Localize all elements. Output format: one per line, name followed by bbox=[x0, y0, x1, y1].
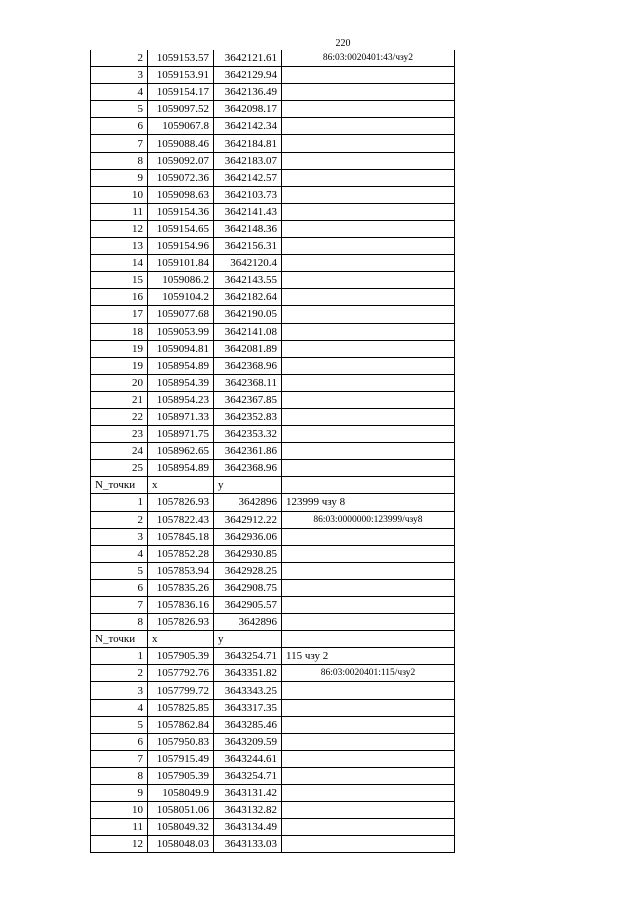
point-number-cell: 13 bbox=[91, 238, 148, 255]
x-cell: 1059072.36 bbox=[148, 169, 214, 186]
y-cell: 3642905.57 bbox=[214, 597, 282, 614]
table-row bbox=[91, 186, 455, 203]
note-cell bbox=[282, 306, 455, 323]
table-row bbox=[91, 836, 455, 853]
table-row bbox=[91, 579, 455, 596]
x-cell: 1058962.65 bbox=[148, 443, 214, 460]
note-cell bbox=[282, 340, 455, 357]
y-cell: 3642896 bbox=[214, 614, 282, 631]
x-cell: 1058954.89 bbox=[148, 460, 214, 477]
y-cell: 3642368.96 bbox=[214, 357, 282, 374]
header-y: y bbox=[214, 477, 282, 494]
x-cell: 1057862.84 bbox=[148, 716, 214, 733]
note-cell bbox=[282, 391, 455, 408]
y-cell: 3642361.86 bbox=[214, 443, 282, 460]
x-cell: 1058954.23 bbox=[148, 391, 214, 408]
note-cell bbox=[282, 255, 455, 272]
note-cell bbox=[282, 545, 455, 562]
note-cell bbox=[282, 220, 455, 237]
note-cell bbox=[282, 323, 455, 340]
table-row bbox=[91, 614, 455, 631]
note-cell bbox=[282, 460, 455, 477]
note-cell bbox=[282, 716, 455, 733]
x-cell: 1057915.49 bbox=[148, 750, 214, 767]
x-cell: 1059097.52 bbox=[148, 101, 214, 118]
note-cell bbox=[282, 118, 455, 135]
y-cell: 3643343.25 bbox=[214, 682, 282, 699]
y-cell: 3642129.94 bbox=[214, 67, 282, 84]
note-cell bbox=[282, 443, 455, 460]
y-cell: 3642912.22 bbox=[214, 511, 282, 528]
point-number-cell: 23 bbox=[91, 426, 148, 443]
note-cell bbox=[282, 597, 455, 614]
point-number-cell: 15 bbox=[91, 272, 148, 289]
header-note bbox=[282, 477, 455, 494]
x-cell: 1057822.43 bbox=[148, 511, 214, 528]
table-row bbox=[91, 306, 455, 323]
note-cell bbox=[282, 169, 455, 186]
point-number-cell: 2 bbox=[91, 511, 148, 528]
table-row bbox=[91, 220, 455, 237]
note-cell bbox=[282, 203, 455, 220]
x-cell: 1057826.93 bbox=[148, 614, 214, 631]
table-row bbox=[91, 101, 455, 118]
table-row bbox=[91, 374, 455, 391]
point-number-cell: 4 bbox=[91, 699, 148, 716]
note-cell: 115 чзу 2 bbox=[282, 648, 455, 665]
point-number-cell: 6 bbox=[91, 118, 148, 135]
table-row bbox=[91, 255, 455, 272]
point-number-cell: 12 bbox=[91, 220, 148, 237]
table-row bbox=[91, 716, 455, 733]
note-cell bbox=[282, 562, 455, 579]
point-number-cell: 4 bbox=[91, 84, 148, 101]
y-cell: 3643244.61 bbox=[214, 750, 282, 767]
note-cell bbox=[282, 614, 455, 631]
point-number-cell: 11 bbox=[91, 819, 148, 836]
table-row bbox=[91, 391, 455, 408]
x-cell: 1059153.57 bbox=[148, 50, 214, 67]
y-cell: 3642081.89 bbox=[214, 340, 282, 357]
table-row bbox=[91, 648, 455, 665]
table-row bbox=[91, 682, 455, 699]
table-row bbox=[91, 152, 455, 169]
y-cell: 3643285.46 bbox=[214, 716, 282, 733]
y-cell: 3642143.55 bbox=[214, 272, 282, 289]
x-cell: 1057852.28 bbox=[148, 545, 214, 562]
note-cell bbox=[282, 357, 455, 374]
y-cell: 3642368.11 bbox=[214, 374, 282, 391]
table-row bbox=[91, 323, 455, 340]
table-row bbox=[91, 562, 455, 579]
y-cell: 3642936.06 bbox=[214, 528, 282, 545]
y-cell: 3642896 bbox=[214, 494, 282, 511]
y-cell: 3643131.42 bbox=[214, 785, 282, 802]
x-cell: 1059077.68 bbox=[148, 306, 214, 323]
point-number-cell: 5 bbox=[91, 716, 148, 733]
x-cell: 1059154.96 bbox=[148, 238, 214, 255]
point-number-cell: 12 bbox=[91, 836, 148, 853]
note-cell bbox=[282, 426, 455, 443]
table-row bbox=[91, 528, 455, 545]
point-number-cell: 7 bbox=[91, 597, 148, 614]
y-cell: 3642142.57 bbox=[214, 169, 282, 186]
x-cell: 1057950.83 bbox=[148, 733, 214, 750]
table-row bbox=[91, 443, 455, 460]
point-number-cell: 11 bbox=[91, 203, 148, 220]
y-cell: 3642190.05 bbox=[214, 306, 282, 323]
x-cell: 1059092.07 bbox=[148, 152, 214, 169]
y-cell: 3642121.61 bbox=[214, 50, 282, 67]
note-cell: 86:03:0020401:43/чзу2 bbox=[282, 50, 455, 67]
note-cell bbox=[282, 802, 455, 819]
y-cell: 3643134.49 bbox=[214, 819, 282, 836]
point-number-cell: 7 bbox=[91, 135, 148, 152]
x-cell: 1058048.03 bbox=[148, 836, 214, 853]
note-cell bbox=[282, 528, 455, 545]
x-cell: 1059088.46 bbox=[148, 135, 214, 152]
table-row bbox=[91, 699, 455, 716]
x-cell: 1059154.17 bbox=[148, 84, 214, 101]
note-cell: 123999 чзу 8 bbox=[282, 494, 455, 511]
point-number-cell: 3 bbox=[91, 67, 148, 84]
x-cell: 1058971.33 bbox=[148, 408, 214, 425]
y-cell: 3643132.82 bbox=[214, 802, 282, 819]
page-number: 220 bbox=[335, 38, 351, 49]
note-cell bbox=[282, 682, 455, 699]
point-number-cell: 1 bbox=[91, 648, 148, 665]
table-row bbox=[91, 819, 455, 836]
note-cell bbox=[282, 836, 455, 853]
y-cell: 3642120.4 bbox=[214, 255, 282, 272]
note-cell bbox=[282, 819, 455, 836]
x-cell: 1059153.91 bbox=[148, 67, 214, 84]
x-cell: 1059101.84 bbox=[148, 255, 214, 272]
table-row bbox=[91, 750, 455, 767]
table-row bbox=[91, 665, 455, 682]
point-number-cell: 2 bbox=[91, 665, 148, 682]
x-cell: 1059098.63 bbox=[148, 186, 214, 203]
point-number-cell: 3 bbox=[91, 682, 148, 699]
note-cell: 86:03:0000000:123999/чзу8 bbox=[282, 511, 455, 528]
note-cell bbox=[282, 101, 455, 118]
point-number-cell: 16 bbox=[91, 289, 148, 306]
point-number-cell: 4 bbox=[91, 545, 148, 562]
x-cell: 1058954.89 bbox=[148, 357, 214, 374]
note-cell bbox=[282, 750, 455, 767]
y-cell: 3642141.08 bbox=[214, 323, 282, 340]
header-y: y bbox=[214, 631, 282, 648]
x-cell: 1059154.65 bbox=[148, 220, 214, 237]
x-cell: 1058954.39 bbox=[148, 374, 214, 391]
note-cell bbox=[282, 272, 455, 289]
table-row bbox=[91, 785, 455, 802]
x-cell: 1058971.75 bbox=[148, 426, 214, 443]
x-cell: 1057836.16 bbox=[148, 597, 214, 614]
note-cell bbox=[282, 733, 455, 750]
note-cell bbox=[282, 785, 455, 802]
header-point-number: N_точки bbox=[91, 631, 148, 648]
y-cell: 3643209.59 bbox=[214, 733, 282, 750]
y-cell: 3642141.43 bbox=[214, 203, 282, 220]
x-cell: 1057826.93 bbox=[148, 494, 214, 511]
coordinates-table bbox=[90, 50, 455, 853]
header-point-number: N_точки bbox=[91, 477, 148, 494]
x-cell: 1059154.36 bbox=[148, 203, 214, 220]
note-cell bbox=[282, 84, 455, 101]
table-row bbox=[91, 733, 455, 750]
note-cell bbox=[282, 67, 455, 84]
note-cell bbox=[282, 238, 455, 255]
y-cell: 3643351.82 bbox=[214, 665, 282, 682]
y-cell: 3643133.03 bbox=[214, 836, 282, 853]
point-number-cell: 6 bbox=[91, 733, 148, 750]
note-cell bbox=[282, 289, 455, 306]
note-cell bbox=[282, 579, 455, 596]
point-number-cell: 18 bbox=[91, 323, 148, 340]
y-cell: 3642367.85 bbox=[214, 391, 282, 408]
note-cell: 86:03:0020401:115/чзу2 bbox=[282, 665, 455, 682]
y-cell: 3643317.35 bbox=[214, 699, 282, 716]
table-row bbox=[91, 169, 455, 186]
table-row bbox=[91, 545, 455, 562]
note-cell bbox=[282, 408, 455, 425]
point-number-cell: 19 bbox=[91, 340, 148, 357]
y-cell: 3642353.32 bbox=[214, 426, 282, 443]
table-row bbox=[91, 460, 455, 477]
note-cell bbox=[282, 135, 455, 152]
table-row bbox=[91, 67, 455, 84]
point-number-cell: 9 bbox=[91, 169, 148, 186]
header-x: x bbox=[148, 631, 214, 648]
point-number-cell: 2 bbox=[91, 50, 148, 67]
point-number-cell: 24 bbox=[91, 443, 148, 460]
y-cell: 3642184.81 bbox=[214, 135, 282, 152]
y-cell: 3642183.07 bbox=[214, 152, 282, 169]
header-row bbox=[91, 477, 455, 494]
x-cell: 1057905.39 bbox=[148, 767, 214, 784]
table-row bbox=[91, 272, 455, 289]
table-row bbox=[91, 802, 455, 819]
note-cell bbox=[282, 186, 455, 203]
x-cell: 1058049.32 bbox=[148, 819, 214, 836]
point-number-cell: 19 bbox=[91, 357, 148, 374]
y-cell: 3642103.73 bbox=[214, 186, 282, 203]
table-row bbox=[91, 203, 455, 220]
y-cell: 3642148.36 bbox=[214, 220, 282, 237]
table-row bbox=[91, 597, 455, 614]
y-cell: 3642156.31 bbox=[214, 238, 282, 255]
table-row bbox=[91, 426, 455, 443]
table-row bbox=[91, 289, 455, 306]
point-number-cell: 14 bbox=[91, 255, 148, 272]
point-number-cell: 5 bbox=[91, 562, 148, 579]
point-number-cell: 3 bbox=[91, 528, 148, 545]
table-row bbox=[91, 84, 455, 101]
point-number-cell: 5 bbox=[91, 101, 148, 118]
point-number-cell: 8 bbox=[91, 614, 148, 631]
x-cell: 1057853.94 bbox=[148, 562, 214, 579]
x-cell: 1057845.18 bbox=[148, 528, 214, 545]
x-cell: 1059086.2 bbox=[148, 272, 214, 289]
y-cell: 3642142.34 bbox=[214, 118, 282, 135]
point-number-cell: 22 bbox=[91, 408, 148, 425]
table-row bbox=[91, 135, 455, 152]
table-row bbox=[91, 511, 455, 528]
y-cell: 3642928.25 bbox=[214, 562, 282, 579]
x-cell: 1057792.76 bbox=[148, 665, 214, 682]
table-row bbox=[91, 408, 455, 425]
y-cell: 3642352.83 bbox=[214, 408, 282, 425]
table-row bbox=[91, 767, 455, 784]
point-number-cell: 10 bbox=[91, 802, 148, 819]
point-number-cell: 17 bbox=[91, 306, 148, 323]
y-cell: 3642368.96 bbox=[214, 460, 282, 477]
x-cell: 1059053.99 bbox=[148, 323, 214, 340]
x-cell: 1058049.9 bbox=[148, 785, 214, 802]
x-cell: 1057835.26 bbox=[148, 579, 214, 596]
x-cell: 1059067.8 bbox=[148, 118, 214, 135]
point-number-cell: 9 bbox=[91, 785, 148, 802]
y-cell: 3642098.17 bbox=[214, 101, 282, 118]
note-cell bbox=[282, 374, 455, 391]
x-cell: 1057905.39 bbox=[148, 648, 214, 665]
header-x: x bbox=[148, 477, 214, 494]
table-row bbox=[91, 494, 455, 511]
table-row bbox=[91, 238, 455, 255]
note-cell bbox=[282, 152, 455, 169]
y-cell: 3642136.49 bbox=[214, 84, 282, 101]
table-row bbox=[91, 357, 455, 374]
point-number-cell: 25 bbox=[91, 460, 148, 477]
table-row bbox=[91, 118, 455, 135]
header-note bbox=[282, 631, 455, 648]
header-row bbox=[91, 631, 455, 648]
table-row bbox=[91, 50, 455, 67]
x-cell: 1057825.85 bbox=[148, 699, 214, 716]
point-number-cell: 1 bbox=[91, 494, 148, 511]
point-number-cell: 7 bbox=[91, 750, 148, 767]
table-row bbox=[91, 340, 455, 357]
x-cell: 1059104.2 bbox=[148, 289, 214, 306]
x-cell: 1057799.72 bbox=[148, 682, 214, 699]
y-cell: 3642930.85 bbox=[214, 545, 282, 562]
point-number-cell: 10 bbox=[91, 186, 148, 203]
point-number-cell: 8 bbox=[91, 767, 148, 784]
y-cell: 3642182.64 bbox=[214, 289, 282, 306]
y-cell: 3643254.71 bbox=[214, 648, 282, 665]
y-cell: 3642908.75 bbox=[214, 579, 282, 596]
point-number-cell: 20 bbox=[91, 374, 148, 391]
note-cell bbox=[282, 699, 455, 716]
note-cell bbox=[282, 767, 455, 784]
point-number-cell: 6 bbox=[91, 579, 148, 596]
y-cell: 3643254.71 bbox=[214, 767, 282, 784]
point-number-cell: 21 bbox=[91, 391, 148, 408]
x-cell: 1058051.06 bbox=[148, 802, 214, 819]
point-number-cell: 8 bbox=[91, 152, 148, 169]
x-cell: 1059094.81 bbox=[148, 340, 214, 357]
